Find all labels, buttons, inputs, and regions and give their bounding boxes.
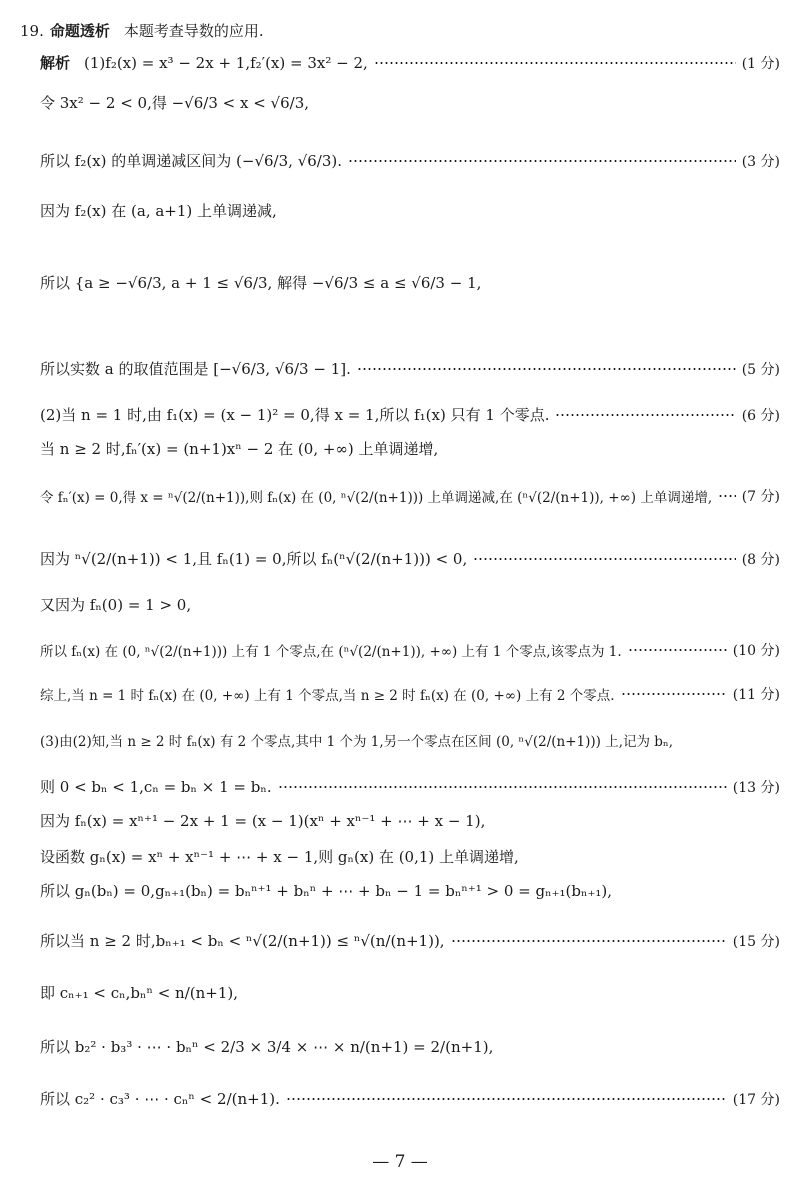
problem-number: 19. xyxy=(20,21,44,40)
score: (3 分) xyxy=(741,153,780,170)
solution-line-20 xyxy=(40,982,780,1003)
solution-line-22 xyxy=(40,1088,780,1109)
line-text: 所以 {a ≥ −√6/3, a + 1 ≤ √6/3, 解得 −√6/3 ≤ a ≤ √6/3 − 1, xyxy=(40,274,482,292)
problem-summary: 本题考查导数的应用. xyxy=(123,22,264,40)
leader-dots xyxy=(357,368,736,370)
leader-dots xyxy=(621,693,727,695)
line-text: 所以 c₂² · c₃³ · ⋯ · cₙⁿ < 2/(n+1). xyxy=(40,1090,280,1108)
leader-dots xyxy=(628,649,727,651)
line-text: 当 n ≥ 2 时,fₙ′(x) = (n+1)xⁿ − 2 在 (0, +∞) 上单调递增, xyxy=(40,440,439,458)
line-text: (2)当 n = 1 时,由 f₁(x) = (x − 1)² = 0,得 x = 1,所以 f₁(x) 只有 1 个零点. xyxy=(40,406,550,424)
solution-line-21 xyxy=(40,1036,780,1057)
score: (15 分) xyxy=(732,933,780,950)
score: (7 分) xyxy=(741,489,780,505)
score: (17 分) xyxy=(732,1091,780,1108)
score: (5 分) xyxy=(741,361,780,378)
line-text: 所以 f₂(x) 的单调递减区间为 (−√6/3, √6/3). xyxy=(40,152,343,170)
solution-line-13 xyxy=(40,684,780,704)
leader-dots xyxy=(451,940,727,942)
solution-line-10 xyxy=(40,548,780,569)
score: (10 分) xyxy=(732,643,780,659)
solution-line-1 xyxy=(40,52,780,73)
solution-line-14 xyxy=(40,730,780,750)
line-text: 所以 gₙ(bₙ) = 0,gₙ₊₁(bₙ) = bₙⁿ⁺¹ + bₙⁿ + ⋯ + bₙ − 1 = bₙⁿ⁺¹ > 0 = gₙ₊₁(bₙ₊₁), xyxy=(40,882,613,900)
solution-line-3 xyxy=(40,150,780,171)
score: (1 分) xyxy=(741,55,780,72)
leader-dots xyxy=(473,558,735,560)
solution-line-16 xyxy=(40,810,780,831)
line-text: (1)f₂(x) = x³ − 2x + 1,f₂′(x) = 3x² − 2, xyxy=(84,53,368,72)
solution-line-11 xyxy=(40,594,780,615)
leader-dots xyxy=(348,160,736,162)
line-text: 所以 b₂² · b₃³ · ⋯ · bₙⁿ < 2/3 × 3/4 × ⋯ × n/(n+1) = 2/(n+1), xyxy=(40,1038,494,1056)
line-text: 令 fₙ′(x) = 0,得 x = ⁿ√(2/(n+1)),则 fₙ(x) 在 (0, ⁿ√(2/(n+1))) 上单调递减,在 (ⁿ√(2/(n+1)), +∞) 上单调递增, xyxy=(40,490,713,506)
line-text: 因为 fₙ(x) = xⁿ⁺¹ − 2x + 1 = (x − 1)(xⁿ + xⁿ⁻¹ + ⋯ + x − 1), xyxy=(40,812,486,830)
leader-dots xyxy=(278,786,727,788)
solution-line-7 xyxy=(40,404,780,425)
line-text: 所以 fₙ(x) 在 (0, ⁿ√(2/(n+1))) 上有 1 个零点,在 (ⁿ√(2/(n+1)), +∞) 上有 1 个零点,该零点为 1. xyxy=(40,644,622,660)
page-number: — 7 — xyxy=(372,1152,428,1172)
line-text: 即 cₙ₊₁ < cₙ,bₙⁿ < n/(n+1), xyxy=(40,984,238,1002)
line-text: 综上,当 n = 1 时 fₙ(x) 在 (0, +∞) 上有 1 个零点,当 n ≥ 2 时 fₙ(x) 在 (0, +∞) 上有 2 个零点. xyxy=(40,688,615,704)
solution-line-4 xyxy=(40,200,780,221)
score: (13 分) xyxy=(732,779,780,796)
score: (11 分) xyxy=(732,687,780,703)
problem-header xyxy=(20,20,780,41)
solution-line-17 xyxy=(40,846,780,867)
line-text: (3)由(2)知,当 n ≥ 2 时 fₙ(x) 有 2 个零点,其中 1 个为 1,另一个零点在区间 (0, ⁿ√(2/(n+1))) 上,记为 bₙ, xyxy=(40,734,674,750)
line-text: 所以当 n ≥ 2 时,bₙ₊₁ < bₙ < ⁿ√(2/(n+1)) ≤ ⁿ√(n/(n+1)), xyxy=(40,932,445,950)
line-text: 因为 ⁿ√(2/(n+1)) < 1,且 fₙ(1) = 0,所以 fₙ(ⁿ√(2/(n+1))) < 0, xyxy=(40,550,468,568)
solution-line-19 xyxy=(40,930,780,951)
solution-line-2 xyxy=(40,92,780,113)
problem-tag: 命题透析 xyxy=(49,22,110,40)
solution-line-8 xyxy=(40,438,780,459)
solution-label: 解析 xyxy=(40,54,71,72)
leader-dots xyxy=(286,1098,727,1100)
score: (6 分) xyxy=(741,407,780,424)
line-text: 设函数 gₙ(x) = xⁿ + xⁿ⁻¹ + ⋯ + x − 1,则 gₙ(x) 在 (0,1) 上单调递增, xyxy=(40,848,519,866)
solution-line-15 xyxy=(40,776,780,797)
line-text: 因为 f₂(x) 在 (a, a+1) 上单调递减, xyxy=(40,202,277,220)
line-text: 则 0 < bₙ < 1,cₙ = bₙ × 1 = bₙ. xyxy=(40,778,272,796)
leader-dots xyxy=(555,414,735,416)
solution-line-18 xyxy=(40,880,780,901)
line-text: 又因为 fₙ(0) = 1 > 0, xyxy=(40,596,192,614)
solution-line-6 xyxy=(40,358,780,379)
solution-line-12 xyxy=(40,640,780,660)
leader-dots xyxy=(718,495,736,497)
solution-line-5 xyxy=(40,272,780,293)
line-text: 令 3x² − 2 < 0,得 −√6/3 < x < √6/3, xyxy=(40,94,310,112)
score: (8 分) xyxy=(741,551,780,568)
leader-dots xyxy=(374,62,736,64)
solution-line-9 xyxy=(40,486,780,506)
line-text: 所以实数 a 的取值范围是 [−√6/3, √6/3 − 1]. xyxy=(40,360,351,378)
